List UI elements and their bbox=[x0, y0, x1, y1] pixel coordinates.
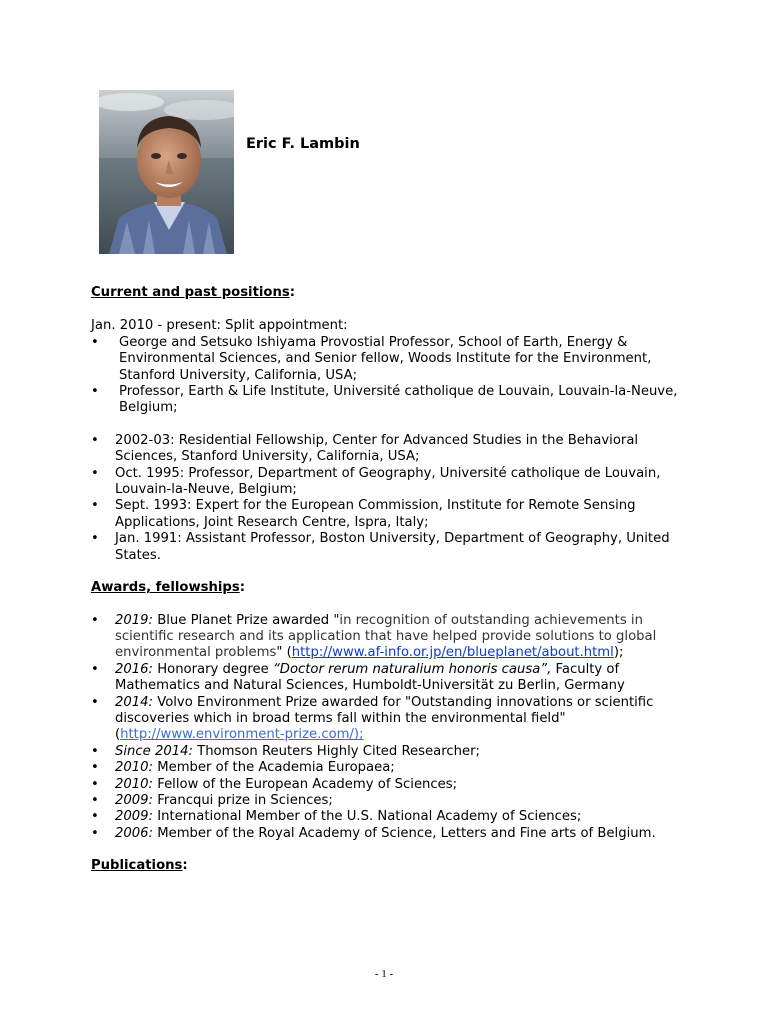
awards-heading: Awards, fellowships: bbox=[91, 580, 245, 596]
portrait-image bbox=[99, 90, 234, 254]
positions-intro: Jan. 2010 - present: Split appointment: bbox=[91, 318, 348, 334]
cv-content bbox=[91, 285, 691, 875]
list-item: • 2019: Blue Planet Prize awarded "in recognition of outstanding achievements in scientific research and its application that have helped provide solutions to global environmental problems" (http://www.af-info.or.jp/en/blueplanet/about.html); bbox=[91, 613, 691, 662]
blue-planet-link[interactable]: http://www.af-info.or.jp/en/blueplanet/about.html bbox=[291, 645, 614, 661]
person-name: Eric F. Lambin bbox=[246, 136, 360, 152]
list-item: • 2006: Member of the Royal Academy of Science, Letters and Fine arts of Belgium. bbox=[91, 826, 691, 842]
list-item: • 2009: Francqui prize in Sciences; bbox=[91, 793, 691, 809]
list-item: • Sept. 1993: Expert for the European Commission, Institute for Remote Sensing Applications, Joint Research Centre, Ispra, Italy; bbox=[91, 498, 691, 531]
profile-photo bbox=[99, 90, 234, 254]
list-item: • Oct. 1995: Professor, Department of Geography, Université catholique de Louvain, Louvain-la-Neuve, Belgium; bbox=[91, 466, 691, 499]
split-appointment-list bbox=[91, 335, 691, 417]
list-item: • 2014: Volvo Environment Prize awarded for "Outstanding innovations or scientific discoveries which in broad terms fall within the environmental field" (http://www.environment-prize.com/); bbox=[91, 695, 691, 744]
positions-heading: Current and past positions: bbox=[91, 285, 295, 300]
list-item: • 2016: Honorary degree “Doctor rerum naturalium honoris causa”, Faculty of Mathematics and Natural Sciences, Humboldt-Universität zu Berlin, Germany bbox=[91, 662, 691, 695]
list-item: • George and Setsuko Ishiyama Provostial Professor, School of Earth, Energy & Environmental Sciences, and Senior fellow, Woods Institute for the Environment, Stanford University, California, USA; bbox=[91, 335, 691, 384]
page-number: - 1 - bbox=[374, 968, 394, 980]
list-item: • Since 2014: Thomson Reuters Highly Cited Researcher; bbox=[91, 744, 691, 760]
awards-list bbox=[91, 613, 691, 843]
list-item: • Jan. 1991: Assistant Professor, Boston University, Department of Geography, United States. bbox=[91, 531, 691, 564]
list-item: • Professor, Earth & Life Institute, Université catholique de Louvain, Louvain-la-Neuve, Belgium; bbox=[91, 384, 691, 417]
list-item: • 2009: International Member of the U.S. National Academy of Sciences; bbox=[91, 809, 691, 825]
list-item: • 2002-03: Residential Fellowship, Center for Advanced Studies in the Behavioral Sciences, Stanford University, California, USA; bbox=[91, 433, 691, 466]
past-positions-list bbox=[91, 433, 691, 564]
publications-heading: Publications: bbox=[91, 858, 188, 874]
list-item: • 2010: Fellow of the European Academy of Sciences; bbox=[91, 777, 691, 793]
environment-prize-link[interactable]: http://www.environment-prize.com/); bbox=[120, 727, 364, 743]
list-item: • 2010: Member of the Academia Europaea; bbox=[91, 760, 691, 776]
